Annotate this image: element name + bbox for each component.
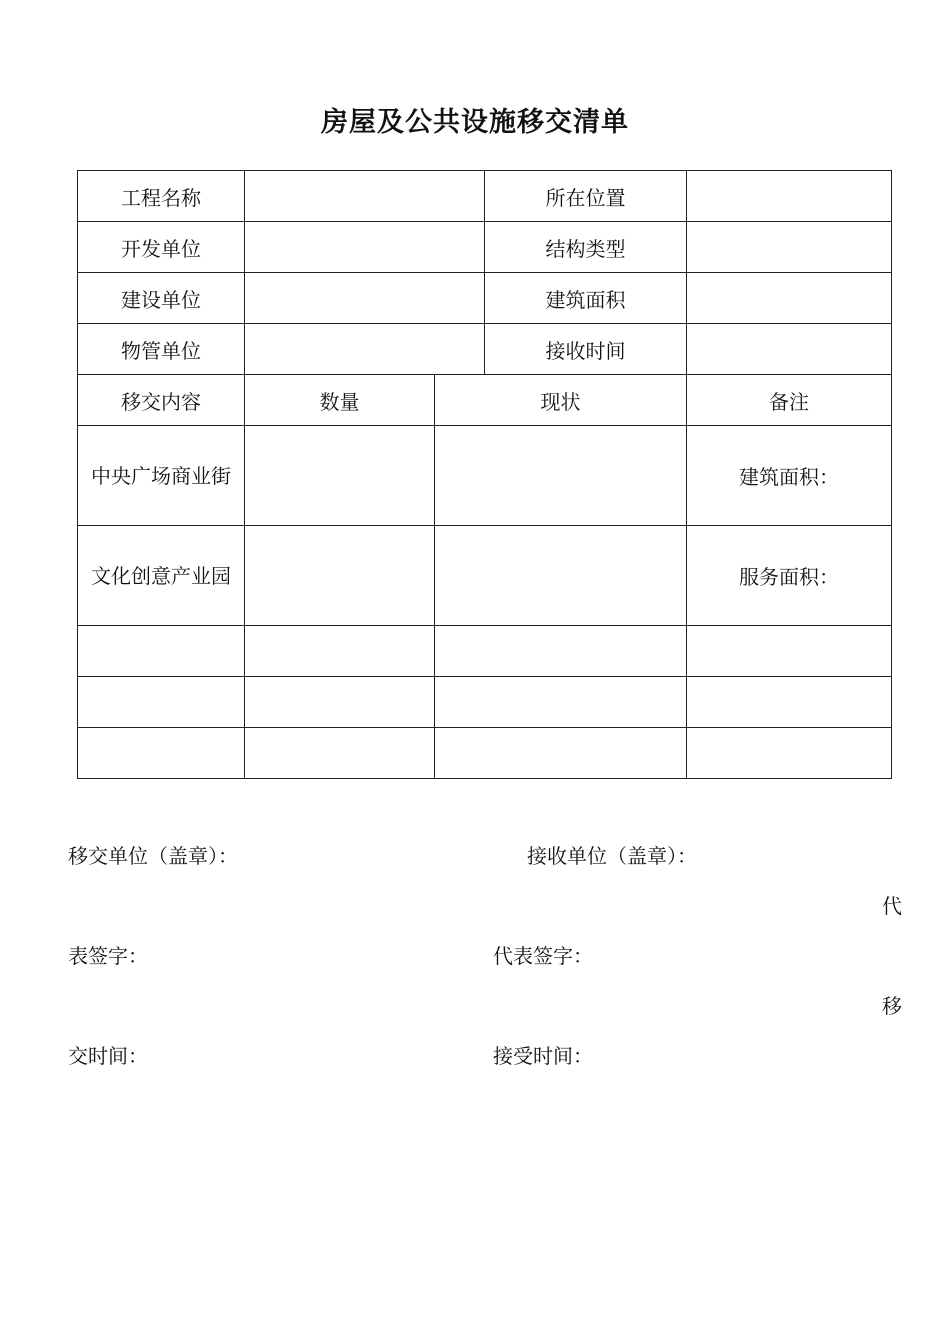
receive-time-footer-label: 接受时间： — [493, 1044, 593, 1068]
transfer-form-table — [77, 170, 892, 779]
remark-cell[interactable] — [687, 626, 892, 677]
list-header-row — [78, 375, 892, 426]
content-text: 中央广场商业街 — [91, 463, 231, 488]
content-cell — [78, 526, 245, 626]
status-cell[interactable] — [435, 677, 687, 728]
content-cell — [78, 426, 245, 526]
builder-value[interactable] — [245, 273, 485, 324]
status-cell[interactable] — [435, 728, 687, 779]
remark-cell[interactable] — [687, 677, 892, 728]
header-quantity: 数量 — [245, 375, 435, 426]
structure-type-label: 结构类型 — [485, 222, 687, 273]
receive-rep-label: 代表签字： — [493, 944, 593, 968]
status-cell[interactable] — [435, 526, 687, 626]
receive-time-label: 接收时间 — [485, 324, 687, 375]
info-row — [78, 324, 892, 375]
table-row — [78, 728, 892, 779]
content-cell[interactable] — [78, 626, 245, 677]
receive-time-value[interactable] — [687, 324, 892, 375]
transfer-rep-prefix: 代 — [882, 894, 902, 918]
content-cell[interactable] — [78, 677, 245, 728]
transfer-time-label: 交时间： — [68, 1044, 148, 1068]
quantity-cell[interactable] — [245, 526, 435, 626]
header-status: 现状 — [435, 375, 687, 426]
project-name-value[interactable] — [245, 171, 485, 222]
location-value[interactable] — [687, 171, 892, 222]
quantity-cell[interactable] — [245, 426, 435, 526]
project-name-label: 工程名称 — [78, 171, 245, 222]
property-manager-label: 物管单位 — [78, 324, 245, 375]
remark-cell: 建筑面积： — [687, 426, 892, 526]
location-label: 所在位置 — [485, 171, 687, 222]
quantity-cell[interactable] — [245, 626, 435, 677]
quantity-cell[interactable] — [245, 728, 435, 779]
remark-cell: 服务面积： — [687, 526, 892, 626]
info-row — [78, 273, 892, 324]
table-row — [78, 426, 892, 526]
content-cell[interactable] — [78, 728, 245, 779]
transfer-rep-label: 表签字： — [68, 944, 148, 968]
info-row — [78, 171, 892, 222]
property-manager-value[interactable] — [245, 324, 485, 375]
page-title: 房屋及公共设施移交清单 — [321, 107, 629, 138]
table-row — [78, 526, 892, 626]
content-text: 文化创意产业园 — [91, 563, 231, 588]
info-row — [78, 222, 892, 273]
header-remark: 备注 — [687, 375, 892, 426]
building-area-value[interactable] — [687, 273, 892, 324]
developer-label: 开发单位 — [78, 222, 245, 273]
receive-unit-label: 接收单位（盖章）： — [527, 844, 697, 868]
table-row — [78, 677, 892, 728]
transfer-unit-label: 移交单位（盖章）： — [68, 844, 238, 868]
developer-value[interactable] — [245, 222, 485, 273]
header-content: 移交内容 — [78, 375, 245, 426]
transfer-time-prefix: 移 — [882, 994, 902, 1018]
status-cell[interactable] — [435, 626, 687, 677]
builder-label: 建设单位 — [78, 273, 245, 324]
table-row — [78, 626, 892, 677]
building-area-label: 建筑面积 — [485, 273, 687, 324]
structure-type-value[interactable] — [687, 222, 892, 273]
status-cell[interactable] — [435, 426, 687, 526]
quantity-cell[interactable] — [245, 677, 435, 728]
remark-cell[interactable] — [687, 728, 892, 779]
